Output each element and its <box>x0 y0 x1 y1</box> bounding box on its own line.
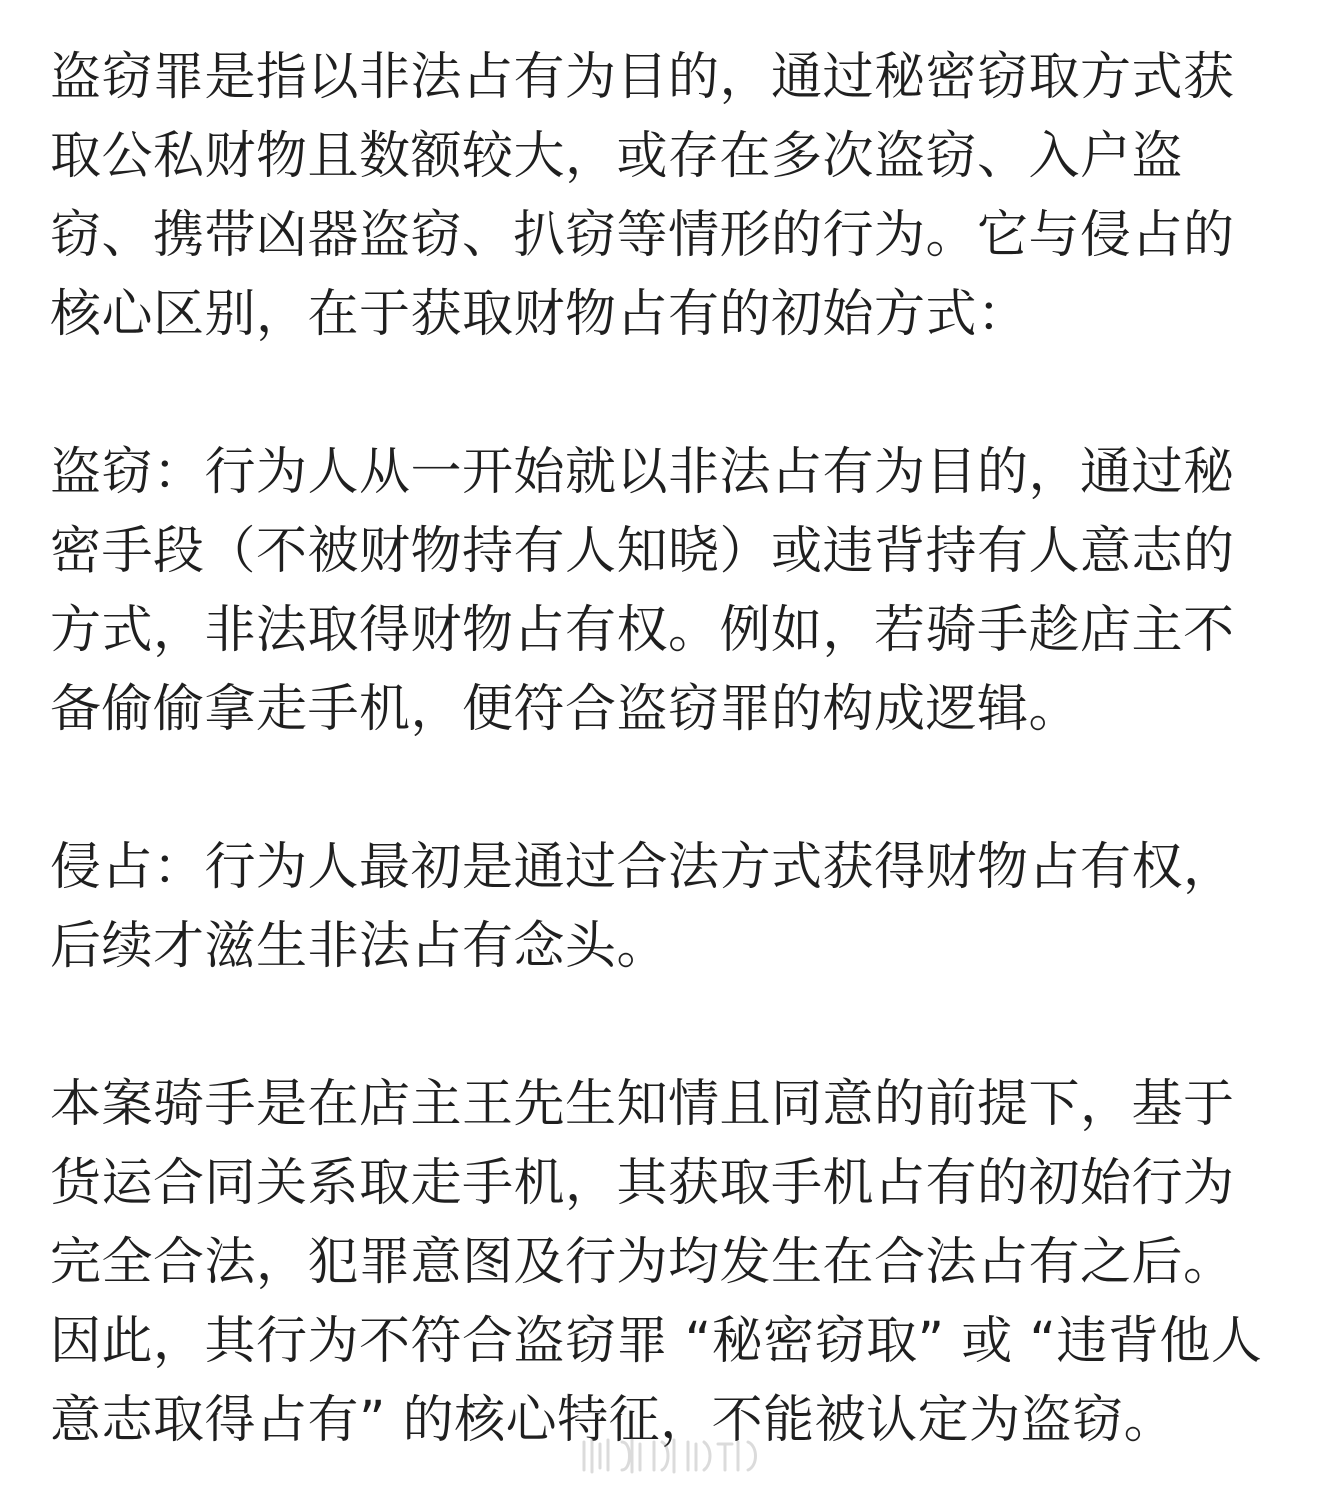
text-segment: 核心区别，在于 <box>50 285 411 344</box>
text-line: 完全合法，犯罪意图及行为均发生在合法占有之后。 <box>50 1233 1235 1292</box>
text-line: 意志取得占有” 的核心特征，不能被认定为盗窃。 <box>50 1391 1176 1450</box>
text-line: 本案骑手是在店主王先生知情且同意的前提下，基于 <box>50 1075 1235 1134</box>
text-line: 窃、携带凶器盗窃、扒窃等情形的行为。它与侵占的 <box>50 206 1235 265</box>
text-line: 密手段（不被财物持有人知晓）或违背持有人意志的 <box>50 522 1235 581</box>
emphasis-text: 获取财物占有的初始方式 <box>410 285 978 344</box>
text-line: 备偷偷拿走手机，便符合盗窃罪的构成逻辑。 <box>50 680 1081 739</box>
paragraph-theft <box>50 433 1280 749</box>
text-segment: ：行为人最初是通过合法方式获得财物占有权， <box>153 838 1235 897</box>
term-theft: 盗窃 <box>50 443 154 502</box>
text-line: 因此，其行为不符合盗窃罪 “秘密窃取” 或 “违背他人 <box>50 1312 1263 1371</box>
paragraph-embezzlement <box>50 828 1280 986</box>
article-body <box>50 38 1280 1460</box>
paragraph-case-analysis <box>50 1065 1280 1460</box>
watermark-glyph-icon <box>578 1434 768 1478</box>
text-line <box>50 828 1280 907</box>
text-line: 盗窃罪是指以非法占有为目的，通过秘密窃取方式获 <box>50 48 1235 107</box>
text-line <box>50 275 1280 354</box>
text-line: 货运合同关系取走手机，其获取手机占有的初始行为 <box>50 1154 1235 1213</box>
text-line: 后续才滋生非法占有念头。 <box>50 917 669 976</box>
text-line: 取公私财物且数额较大，或存在多次盗窃、入户盗 <box>50 127 1184 186</box>
text-segment: ：行为人从一开始就以非法占有为目的，通过秘 <box>153 443 1235 502</box>
paragraph-definition <box>50 38 1280 354</box>
weibo-watermark-icon <box>578 1430 768 1482</box>
text-line <box>50 433 1280 512</box>
text-line: 方式，非法取得财物占有权。例如，若骑手趁店主不 <box>50 601 1235 660</box>
term-embezzlement: 侵占 <box>50 838 154 897</box>
text-segment: ： <box>977 285 1029 344</box>
